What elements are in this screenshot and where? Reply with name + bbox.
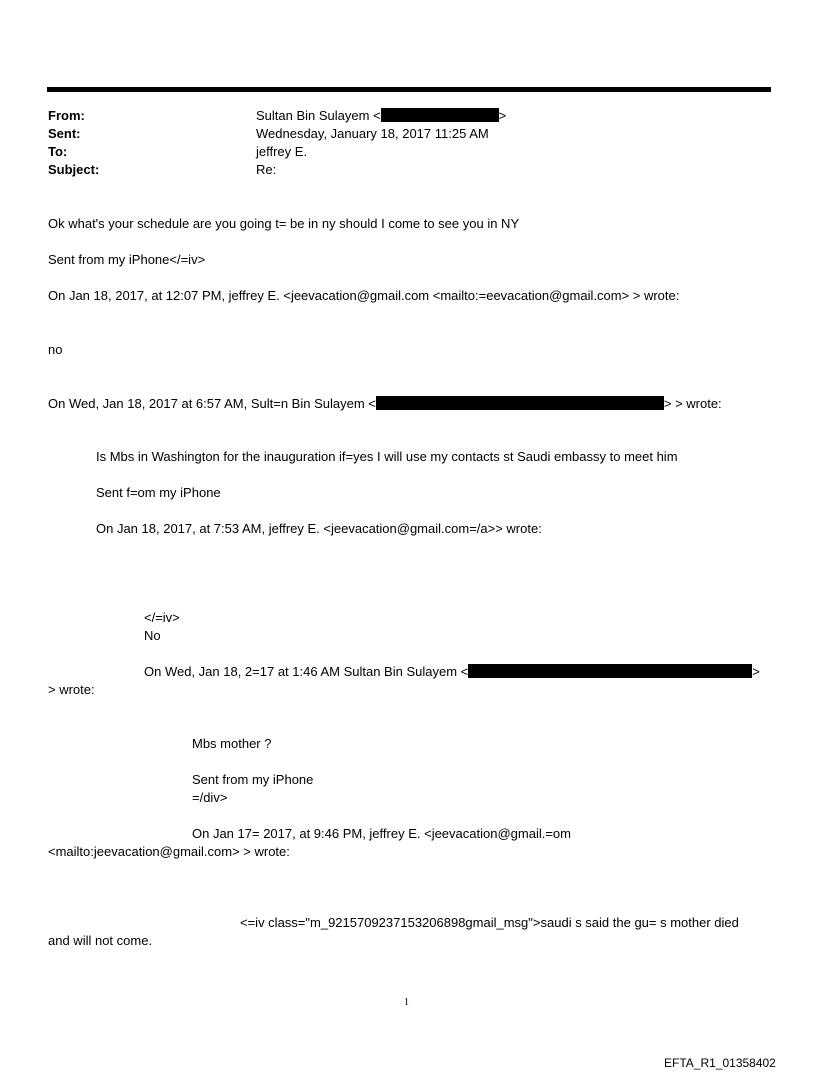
quote-header	[48, 396, 722, 412]
quote-header-prefix: On Wed, Jan 18, 2=17 at 1:46 AM Sultan Bin Sulayem <	[144, 664, 469, 679]
quote-header: On Jan 18, 2017, at 7:53 AM, jeffrey E. <jeevacation@gmail.com=/a>> wrote:	[96, 521, 542, 536]
body-line: Ok what's your schedule are you going t= be in ny should I come to see you in NY	[48, 216, 520, 231]
body-line: No	[144, 628, 161, 643]
header-rule	[47, 87, 771, 92]
redaction-box	[468, 664, 752, 678]
body-line: Is Mbs in Washington for the inauguration if=yes I will use my contacts st Saudi embassy to meet him	[96, 449, 678, 464]
sent-label: Sent:	[48, 126, 81, 141]
quote-header: On Jan 17= 2017, at 9:46 PM, jeffrey E. <jeevacation@gmail.=om	[192, 826, 571, 841]
from-value-prefix: Sultan Bin Sulayem <	[256, 108, 381, 123]
document-id: EFTA_R1_01358402	[664, 1056, 776, 1070]
page-number: 1	[404, 997, 409, 1008]
body-line: =/div>	[192, 790, 228, 805]
quote-header-prefix: On Wed, Jan 18, 2017 at 6:57 AM, Sult=n Bin Sulayem <	[48, 396, 376, 411]
body-line: Sent from my iPhone</=iv>	[48, 252, 206, 267]
from-value-suffix: >	[498, 108, 507, 123]
quote-header	[144, 664, 760, 680]
body-line: and will not come.	[48, 933, 153, 948]
to-label: To:	[48, 144, 68, 159]
body-line: Sent f=om my iPhone	[96, 485, 221, 500]
sent-value: Wednesday, January 18, 2017 11:25 AM	[256, 126, 489, 141]
redaction-box	[376, 396, 664, 410]
subject-value: Re:	[256, 162, 277, 177]
from-value	[256, 108, 506, 124]
body-line: no	[48, 342, 63, 357]
to-value: jeffrey E.	[256, 144, 308, 159]
body-line: > wrote:	[48, 682, 95, 697]
body-line: Mbs mother ?	[192, 736, 272, 751]
redaction-box	[381, 108, 499, 122]
from-label: From:	[48, 108, 85, 123]
body-line: <mailto:jeevacation@gmail.com> > wrote:	[48, 844, 290, 859]
body-line: Sent from my iPhone	[192, 772, 314, 787]
body-line: <=iv class="m_9215709237153206898gmail_msg">saudi s said the gu= s mother died	[240, 915, 739, 930]
quote-header-suffix: >	[752, 664, 760, 679]
quote-header-suffix: > > wrote:	[663, 396, 722, 411]
subject-label: Subject:	[48, 162, 100, 177]
body-line: </=iv>	[144, 610, 180, 625]
quote-header: On Jan 18, 2017, at 12:07 PM, jeffrey E. <jeevacation@gmail.com <mailto:=eevacation@gmail.com> > wrote:	[48, 288, 680, 303]
